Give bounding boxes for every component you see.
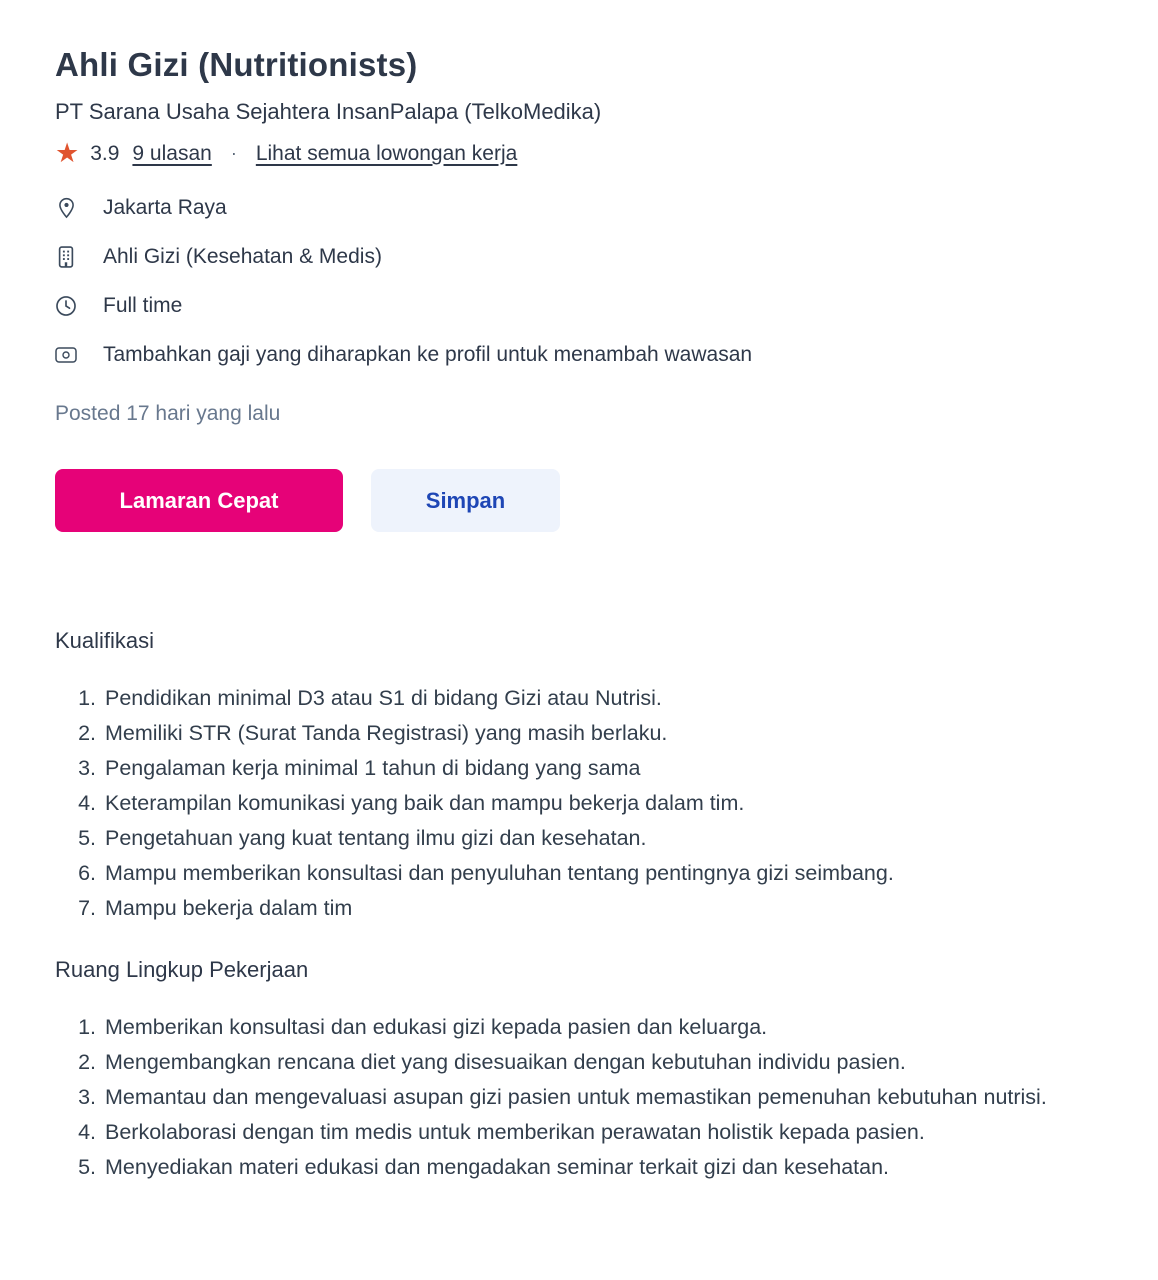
detail-salary-label: Tambahkan gaji yang diharapkan ke profil untuk menambah wawasan <box>103 343 753 366</box>
dot-separator: · <box>230 143 237 163</box>
star-icon: ★ <box>55 138 80 168</box>
list-item: 2. Mengembangkan rencana diet yang disesuaikan dengan kebutuhan individu pasien. <box>102 1045 1116 1080</box>
section-qualifications <box>55 628 1116 926</box>
detail-location-label: Jakarta Raya <box>103 196 227 219</box>
detail-row-salary <box>55 342 1116 368</box>
detail-category-label: Ahli Gizi (Kesehatan & Medis) <box>103 245 382 268</box>
location-pin-icon <box>55 197 77 219</box>
quick-apply-button[interactable]: Lamaran Cepat <box>55 469 343 532</box>
list-item: 1. Pendidikan minimal D3 atau S1 di bidang Gizi atau Nutrisi. <box>102 681 1116 716</box>
banknote-icon <box>55 344 77 366</box>
job-scope-heading: Ruang Lingkup Pekerjaan <box>55 957 309 982</box>
list-item: 1. Memberikan konsultasi dan edukasi gizi kepada pasien dan keluarga. <box>102 1010 1116 1045</box>
list-item: 4. Berkolaborasi dengan tim medis untuk memberikan perawatan holistik kepada pasien. <box>102 1115 1116 1150</box>
qualifications-heading: Kualifikasi <box>55 628 155 653</box>
list-item: 7. Mampu bekerja dalam tim <box>102 891 1116 926</box>
rating-row <box>55 140 1116 167</box>
list-item: 5. Pengetahuan yang kuat tentang ilmu gizi dan kesehatan. <box>102 821 1116 856</box>
detail-worktype-label: Full time <box>103 294 183 317</box>
list-item: 3. Pengalaman kerja minimal 1 tahun di bidang yang sama <box>102 751 1116 786</box>
list-item: 2. Memiliki STR (Surat Tanda Registrasi) yang masih berlaku. <box>102 716 1116 751</box>
job-scope-list <box>55 1010 1116 1185</box>
clock-icon <box>55 295 77 317</box>
reviews-link[interactable]: 9 ulasan <box>132 141 212 165</box>
job-title: Ahli Gizi (Nutritionists) <box>55 46 418 83</box>
building-icon <box>55 246 77 268</box>
list-item: 6. Mampu memberikan konsultasi dan penyuluhan tentang pentingnya gizi seimbang. <box>102 856 1116 891</box>
list-item: 5. Menyediakan materi edukasi dan mengadakan seminar terkait gizi dan kesehatan. <box>102 1150 1116 1185</box>
company-name: PT Sarana Usaha Sejahtera InsanPalapa (TelkoMedika) <box>55 99 602 124</box>
list-item: 4. Keterampilan komunikasi yang baik dan mampu bekerja dalam tim. <box>102 786 1116 821</box>
job-details-list <box>55 195 1116 368</box>
list-item: 3. Memantau dan mengevaluasi asupan gizi pasien untuk memastikan pemenuhan kebutuhan nutrisi. <box>102 1080 1116 1115</box>
section-job-scope <box>55 957 1116 1185</box>
detail-row-location <box>55 195 1116 221</box>
detail-row-worktype <box>55 293 1116 319</box>
rating-score: 3.9 <box>90 141 120 165</box>
qualifications-list <box>55 681 1116 926</box>
all-jobs-link[interactable]: Lihat semua lowongan kerja <box>255 141 518 165</box>
posted-date: Posted 17 hari yang lalu <box>55 402 281 425</box>
detail-row-category <box>55 244 1116 270</box>
save-button[interactable]: Simpan <box>371 469 560 532</box>
action-buttons <box>55 469 1116 532</box>
